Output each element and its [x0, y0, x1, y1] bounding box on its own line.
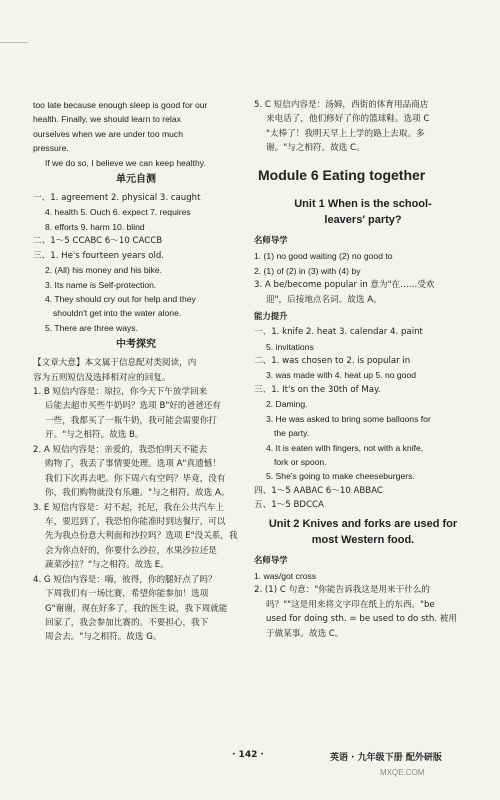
explanation-line: 会为你点好的，你要什么沙拉，水果沙拉还是	[45, 545, 217, 556]
answer-line: 四、1～5 AABAC 6～10 ABBAC	[254, 485, 383, 496]
explanation-line: "太棒了！我明天早上上学的路上去取。多	[266, 128, 425, 139]
answer-line: 一、1. agreement 2. physical 3. caught	[33, 192, 201, 203]
explanation-line: 容为五则短信及选择相对应的回复。	[33, 372, 171, 383]
answer-line: 4. They should cry out for help and they	[45, 294, 196, 305]
explanation-line: 你，我们购物就没有乐趣。"与之相符。故选 A。	[45, 488, 230, 499]
answer-line: 吗？""这是用来将文字印在纸上的东西。"be	[266, 599, 435, 610]
module-title: Module 6 Eating together	[258, 166, 426, 183]
answer-line: 迎"，后接地点名词。故选 A。	[266, 294, 382, 305]
explanation-line: 后能去超市买些牛奶吗？选项 B"好的爸爸还有	[45, 401, 221, 412]
explanation-line: 开。"与之相符。故选 B。	[45, 430, 144, 441]
explanation-line: 周会去。"与之相符。故选 G。	[45, 632, 162, 643]
essay-line: If we do so, I believe we can keep healthy.	[45, 157, 206, 168]
explanation-line: 一些，我都买了一瓶牛奶，我可能会需要你打	[45, 415, 217, 426]
guide-heading: 名师导学	[254, 235, 288, 246]
answer-line: 二、1. was chosen to 2. is popular in	[254, 355, 411, 366]
answer-line: 8. efforts 9. harm 10. blind	[45, 221, 145, 232]
explanation-line: 3. E 短信内容是：对不起，托尼，我在公共汽车上	[33, 502, 224, 513]
answer-line: 2. (All) his money and his bike.	[45, 265, 163, 276]
essay-line: too late because enough sleep is good for our	[33, 100, 208, 110]
book-title: 英语 · 九年级下册 配外研版	[330, 753, 442, 763]
explanation-line: 谢。"与之相符。故选 C。	[266, 143, 365, 154]
essay-line: ourselves when we are under too much	[33, 128, 183, 139]
explanation-line: 来电话了，他们修好了你的篮球鞋。选项 C	[266, 114, 430, 125]
unit-2-title	[254, 517, 472, 549]
explanation-line: 5. C 短信内容是：汤姆，西街的体育用品商店	[254, 100, 429, 110]
unit-2-title-line: Unit 2 Knives and forks are used for	[268, 517, 458, 530]
answer-line: fork or spoon.	[274, 457, 327, 468]
guide-heading: 名师导学	[254, 554, 288, 565]
answer-line: 2. Daming.	[266, 399, 308, 410]
answer-line: 一、1. knife 2. heat 3. calendar 4. paint	[254, 327, 423, 338]
answer-line: 5. She's going to make cheeseburgers.	[266, 471, 415, 482]
answer-line: 3. Its name is Self-protection.	[45, 279, 157, 290]
answer-line: 3. He was asked to bring some balloons for	[266, 413, 431, 424]
top-rule	[0, 42, 28, 43]
answer-line: 五、1～5 BDCCA	[254, 500, 324, 511]
answer-line: 5. invitations	[266, 341, 314, 352]
explanation-line: 先为我点份意大利面和沙拉吗？选项 E"没关系，我	[45, 531, 238, 542]
answer-line: 二、1～5 CCABC 6～10 CACCB	[33, 236, 163, 247]
essay-line: health. Finally, we should learn to relax	[33, 114, 181, 125]
answer-line: 2. (1) of (2) in (3) with (4) by	[254, 265, 361, 276]
explanation-line: 1. B 短信内容是：琼拉，你今天下午放学回来	[33, 387, 208, 398]
watermark: MXQE.COM	[380, 768, 425, 777]
answer-line: used for doing sth. = be used to do sth. 被用	[266, 614, 457, 625]
ability-heading: 能力提升	[254, 311, 288, 321]
answer-line: 3. A be/become popular in 意为"在……受欢	[254, 280, 435, 291]
unit-1-title	[254, 197, 472, 229]
answer-line: 3. was made with 4. heat up 5. no good	[266, 370, 417, 381]
unit-1-title-line: Unit 1 When is the school-	[294, 198, 432, 211]
section-heading-self-test: 单元自测	[116, 174, 156, 186]
answer-line: the party.	[274, 428, 310, 439]
explanation-line: 回家了，我会参加比赛的。不要担心，我下	[45, 618, 209, 629]
answer-line: 4. health 5. Ouch 6. expect 7. requires	[45, 207, 191, 218]
page-number: · 142 ·	[232, 750, 264, 760]
explanation-line: 【文章大意】本文属于信息配对类阅读，内	[33, 358, 197, 369]
explanation-line: 2. A 短信内容是：亲爱的，我恐怕明天不能去	[33, 444, 208, 455]
unit-2-title-line: most Western food.	[311, 533, 415, 546]
answer-line: shouldn't get into the water alone.	[53, 308, 182, 319]
explanation-line: 车，要迟到了，我恐怕你能准时到达餐厅，可以	[45, 516, 226, 527]
explanation-line: 我们下次再去吧。你下周六有空吗？毕竟，没有	[45, 473, 226, 484]
answer-line: 2. (1) C 句意："你能告诉我这是用来干什么的	[254, 585, 431, 596]
right-column	[254, 98, 472, 641]
answer-line: 三、1. It's on the 30th of May.	[254, 384, 381, 395]
essay-line: pressure.	[33, 143, 69, 154]
explanation-line: 4. G 短信内容是：嗨，彼得，你的腿好点了吗？	[33, 574, 217, 585]
section-heading-exam: 中考探究	[116, 339, 156, 351]
unit-1-title-line: leavers' party?	[324, 214, 402, 227]
answer-line: 4. It is eaten with fingers, not with a knife,	[266, 442, 424, 453]
explanation-line: 下周我们有一场比赛，希望你能参加！选项	[45, 589, 209, 600]
answer-line: 5. There are three ways.	[45, 322, 138, 333]
answer-line: 于做某事。故选 C。	[266, 628, 344, 639]
explanation-line: 购物了，我丢了事情要处理。选项 A"真遗憾！	[45, 459, 221, 470]
explanation-line: G"谢谢，现在好多了，我的医生说，我下周就能	[45, 603, 228, 614]
answer-line: 1. (1) no good waiting (2) no good to	[254, 251, 393, 262]
explanation-line: 蔬菜沙拉？"与之相符。故选 E。	[45, 560, 169, 571]
left-column	[33, 98, 239, 645]
answer-line: 三、1. He's fourteen years old.	[33, 250, 165, 261]
answer-line: 1. was/got cross	[254, 570, 317, 581]
